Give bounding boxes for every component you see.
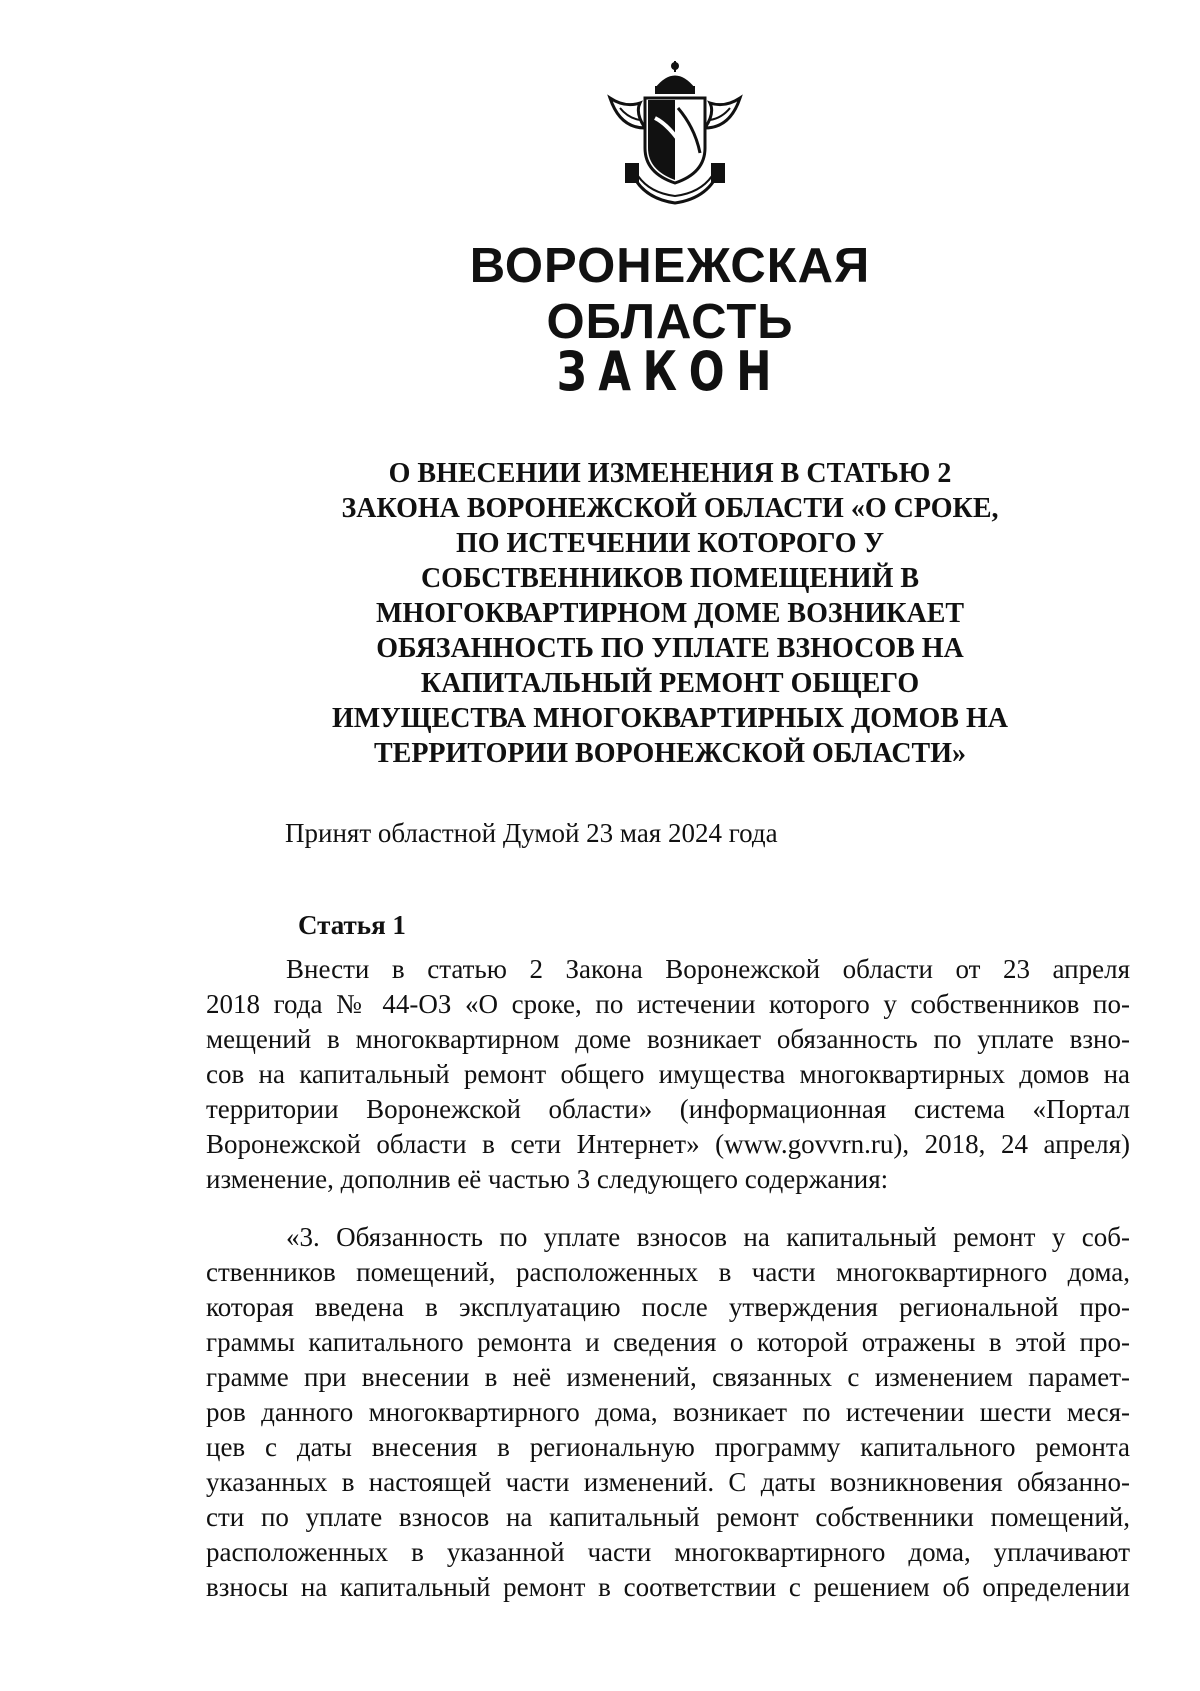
title-line: СОБСТВЕННИКОВ ПОМЕЩЕНИЙ В: [420, 563, 920, 594]
title-line: МНОГОКВАРТИРНОМ ДОМЕ ВОЗНИКАЕТ: [375, 598, 965, 629]
text-line: взносы на капитальный ремонт в соответствии с решением об определении: [206, 1572, 1130, 1602]
title-line: ЗАКОНА ВОРОНЕЖСКОЙ ОБЛАСТИ «О СРОКЕ,: [341, 493, 999, 524]
text-line: расположенных в указанной части многоквартирного дома, уплачивают: [206, 1537, 1130, 1567]
article-paragraph-1: [206, 952, 1130, 1197]
text-line: «3. Обязанность по уплате взносов на капитальный ремонт у соб-: [286, 1222, 1130, 1252]
text-line: которая введена в эксплуатацию после утверждения региональной про-: [206, 1292, 1130, 1322]
title-line: ТЕРРИТОРИИ ВОРОНЕЖСКОЙ ОБЛАСТИ»: [373, 738, 967, 769]
title-line: ПО ИСТЕЧЕНИИ КОТОРОГО У: [455, 528, 885, 559]
title-line: О ВНЕСЕНИИ ИЗМЕНЕНИЯ В СТАТЬЮ 2: [388, 458, 952, 489]
text-line: указанных в настоящей части изменений. С даты возникновения обязанно-: [206, 1467, 1130, 1497]
region-name: ВОРОНЕЖСКАЯ ОБЛАСТЬ: [469, 239, 871, 349]
text-line: грамме при внесении в неё изменений, связанных с изменением парамет-: [206, 1362, 1130, 1392]
text-line: ственников помещений, расположенных в части многоквартирного дома,: [206, 1257, 1130, 1287]
text-line: территории Воронежской области» (информационная система «Портал: [206, 1094, 1130, 1124]
text-line: граммы капитального ремонта и сведения о которой отражены в этой про-: [206, 1327, 1130, 1357]
text-line: мещений в многоквартирном доме возникает обязанность по уплате взно-: [206, 1024, 1130, 1054]
title-line: ИМУЩЕСТВА МНОГОКВАРТИРНЫХ ДОМОВ НА: [332, 703, 1008, 734]
article-paragraph-2: [206, 1220, 1130, 1605]
article-heading: Статья 1: [298, 910, 406, 940]
text-line: сти по уплате взносов на капитальный ремонт собственники помещений,: [206, 1502, 1130, 1532]
coat-of-arms-icon: [600, 58, 750, 208]
text-line: изменение, дополнив её частью 3 следующего содержания:: [206, 1164, 889, 1194]
text-line: 2018 года № 44-ОЗ «О сроке, по истечении которого у собственников по-: [206, 989, 1130, 1019]
text-line: Внести в статью 2 Закона Воронежской области от 23 апреля: [286, 954, 1130, 984]
title-line: ОБЯЗАННОСТЬ ПО УПЛАТЕ ВЗНОСОВ НА: [376, 633, 964, 664]
title-line: КАПИТАЛЬНЫЙ РЕМОНТ ОБЩЕГО: [420, 668, 920, 699]
text-line: Воронежской области в сети Интернет» (www.govvrn.ru), 2018, 24 апреля): [206, 1129, 1130, 1159]
text-line: ров данного многоквартирного дома, возникает по истечении шести меся-: [206, 1397, 1130, 1427]
text-line: цев с даты внесения в региональную программу капитального ремонта: [206, 1432, 1130, 1462]
law-title: [290, 456, 1050, 771]
adoption-date: Принят областной Думой 23 мая 2024 года: [285, 818, 778, 848]
document-type: ЗАКОН: [556, 340, 784, 403]
text-line: сов на капитальный ремонт общего имущества многоквартирных домов на: [206, 1059, 1130, 1089]
